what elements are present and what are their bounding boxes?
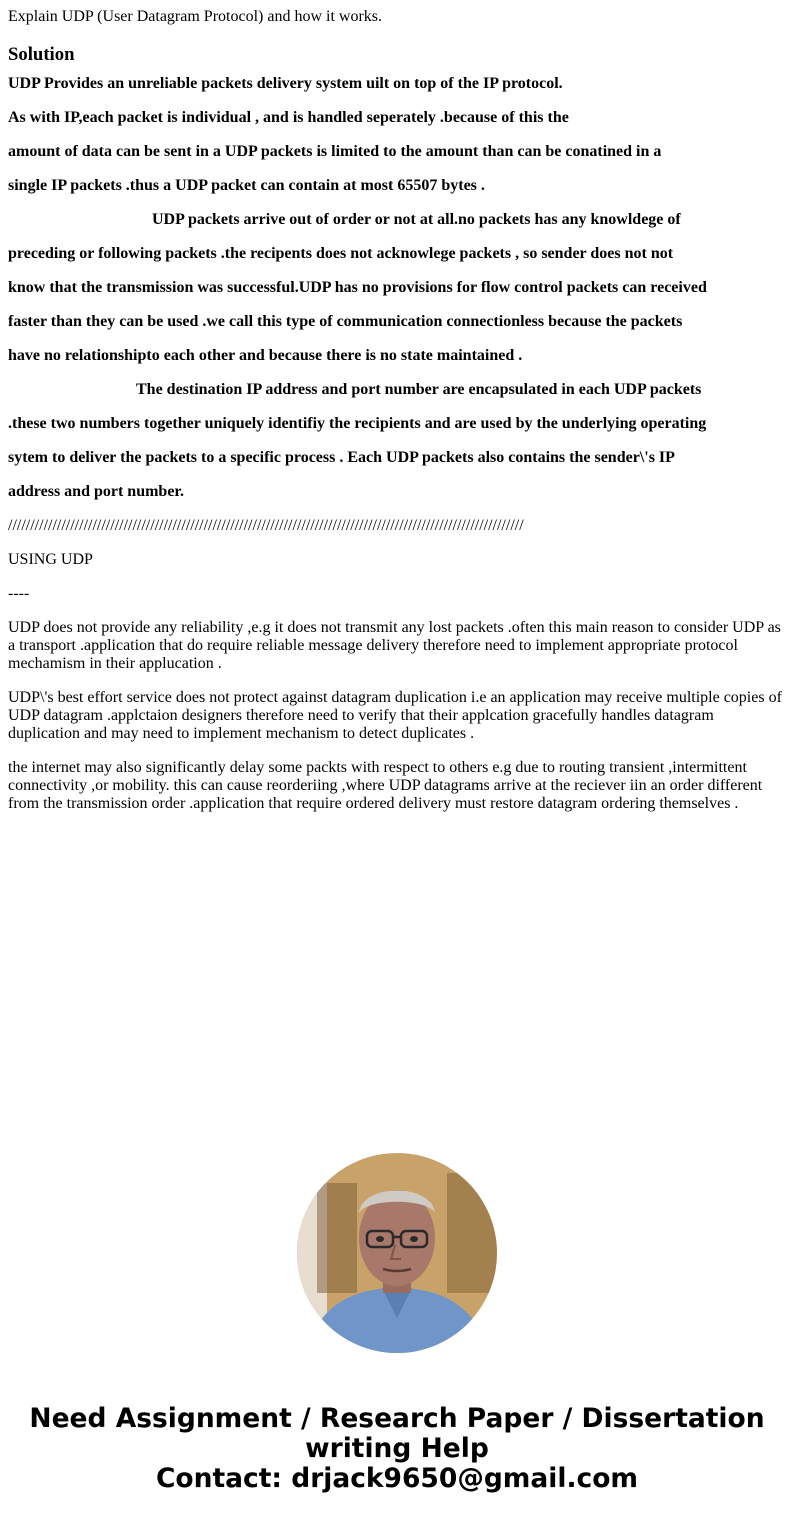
using-udp-heading: USING UDP	[8, 551, 93, 568]
footer-line-1: Need Assignment / Research Paper / Dissertation	[29, 1403, 765, 1434]
solution-line: know that the transmission was successful.UDP has no provisions for flow control packets can received	[8, 279, 707, 296]
dash-separator: ----	[8, 585, 30, 602]
solution-line: The destination IP address and port number are encapsulated in each UDP packets	[136, 381, 702, 398]
solution-line: address and port number.	[8, 483, 185, 500]
separator-slashes: ////////////////////////////////////////////////////////////////////////////////////////////////////////////////////	[8, 517, 524, 534]
footer-contact: Contact: drjack9650@gmail.com	[155, 1463, 639, 1494]
author-portrait-image	[297, 1153, 497, 1353]
footer-banner	[0, 1404, 794, 1494]
solution-line: amount of data can be sent in a UDP packets is limited to the amount than can be conatined in a	[8, 143, 662, 160]
solution-bold-text	[8, 75, 786, 517]
paragraph-ordering: the internet may also significantly delay some packts with respect to others e.g due to routing transient ,intermittent connectivity ,or mobility. this can cause reorderiing ,where UDP datagrams arrive at the reciever iin an order different from the transmission order .application that require ordered delivery must restore datagram ordering themselves .	[8, 759, 763, 812]
solution-line: have no relationshipto each other and because there is no state maintained .	[8, 347, 523, 364]
solution-line: sytem to deliver the packets to a specific process . Each UDP packets also contains the sender\'s IP	[8, 449, 675, 466]
solution-line: UDP packets arrive out of order or not at all.no packets has any knowldege of	[152, 211, 681, 228]
paragraph-reliability: UDP does not provide any reliability ,e.g it does not transmit any lost packets .often this main reason to consider UDP as a transport .application that do require reliable message delivery therefore need to implement appropriate protocol mechamism in their applucation .	[8, 619, 781, 672]
solution-line: UDP Provides an unreliable packets delivery system uilt on top of the IP protocol.	[8, 75, 563, 92]
paragraph-duplication: UDP\'s best effort service does not protect against datagram duplication i.e an application may receive multiple copies of UDP datagram .applctaion designers therefore need to verify that their applcation gracefully handles datagram duplication and may need to implement mechanism to detect duplicates .	[8, 689, 782, 742]
author-avatar	[297, 1153, 497, 1353]
footer-line-2: writing Help	[305, 1433, 489, 1464]
solution-line: .these two numbers together uniquely identifiy the recipients and are used by the underlying operating	[8, 415, 707, 432]
solution-line: As with IP,each packet is individual , and is handled seperately .because of this the	[8, 109, 569, 126]
solution-line: faster than they can be used .we call this type of communication connectionless because the packets	[8, 313, 683, 330]
solution-line: preceding or following packets .the recipents does not acknowlege packets , so sender does not not	[8, 245, 674, 262]
solution-heading: Solution	[8, 44, 75, 65]
question-text: Explain UDP (User Datagram Protocol) and how it works.	[8, 8, 382, 25]
solution-line: single IP packets .thus a UDP packet can contain at most 65507 bytes .	[8, 177, 485, 194]
document-body	[8, 0, 786, 829]
